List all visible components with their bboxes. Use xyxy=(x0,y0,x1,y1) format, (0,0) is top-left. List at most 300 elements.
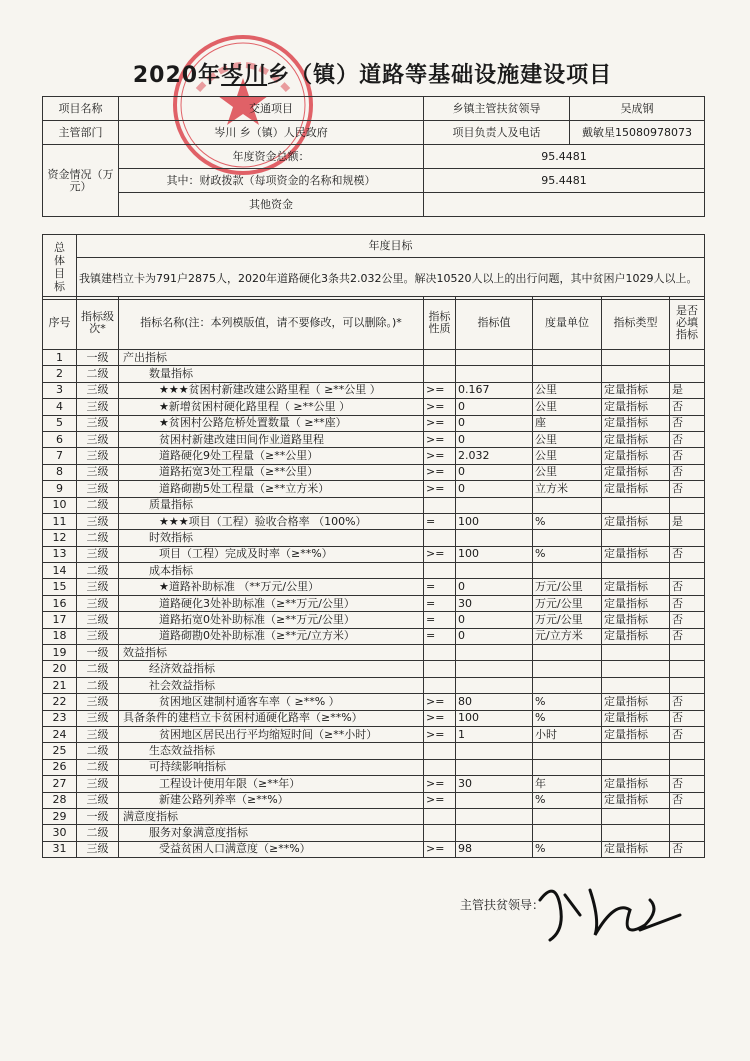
row-no: 17 xyxy=(43,612,77,628)
row-type xyxy=(602,497,670,513)
annual-goal-heading: 年度目标 xyxy=(77,235,705,258)
row-type: 定量指标 xyxy=(602,726,670,742)
dept-value: 岑川 乡（镇）人民政府 xyxy=(119,121,424,145)
row-nature: >= xyxy=(424,382,456,398)
col-header-no: 序号 xyxy=(43,297,77,350)
row-type: 定量指标 xyxy=(602,628,670,644)
row-value: 0 xyxy=(456,415,533,431)
row-value: 30 xyxy=(456,776,533,792)
row-level: 二级 xyxy=(77,661,119,677)
table-row xyxy=(43,546,705,562)
row-no: 4 xyxy=(43,399,77,415)
row-nature: >= xyxy=(424,481,456,497)
row-no: 14 xyxy=(43,563,77,579)
row-name: 道路硬化3处补助标准（≥**万元/公里） xyxy=(119,595,424,611)
row-no: 18 xyxy=(43,628,77,644)
row-required xyxy=(670,350,705,366)
row-unit xyxy=(533,825,602,841)
row-required xyxy=(670,645,705,661)
row-name: 具备条件的建档立卡贫困村通硬化路率（≥**%） xyxy=(119,710,424,726)
row-nature: = xyxy=(424,595,456,611)
overall-goal-table xyxy=(42,234,705,300)
row-unit: 座 xyxy=(533,415,602,431)
row-name: ★道路补助标准 （**万元/公里） xyxy=(119,579,424,595)
table-row xyxy=(43,825,705,841)
row-no: 19 xyxy=(43,645,77,661)
row-unit: 公里 xyxy=(533,399,602,415)
row-no: 29 xyxy=(43,808,77,824)
row-no: 7 xyxy=(43,448,77,464)
owner-value: 戴敏星15080978073 xyxy=(570,121,705,145)
row-value: 100 xyxy=(456,513,533,529)
row-type: 定量指标 xyxy=(602,431,670,447)
row-value: 0 xyxy=(456,399,533,415)
col-header-level: 指标级次* xyxy=(77,297,119,350)
row-nature: = xyxy=(424,612,456,628)
row-name: 道路拓宽0处补助标准（≥**万元/公里） xyxy=(119,612,424,628)
row-name: 贫困地区居民出行平均缩短时间（≥**小时） xyxy=(119,726,424,742)
row-required: 否 xyxy=(670,448,705,464)
row-no: 25 xyxy=(43,743,77,759)
indicator-table xyxy=(42,296,705,858)
row-level: 三级 xyxy=(77,694,119,710)
row-required xyxy=(670,808,705,824)
row-no: 11 xyxy=(43,513,77,529)
row-level: 三级 xyxy=(77,710,119,726)
table-row xyxy=(43,628,705,644)
row-nature xyxy=(424,530,456,546)
table-row xyxy=(43,612,705,628)
row-value: 0 xyxy=(456,612,533,628)
table-row xyxy=(43,579,705,595)
row-unit xyxy=(533,743,602,759)
row-no: 1 xyxy=(43,350,77,366)
row-required: 否 xyxy=(670,579,705,595)
row-no: 3 xyxy=(43,382,77,398)
row-no: 2 xyxy=(43,366,77,382)
row-level: 三级 xyxy=(77,448,119,464)
row-required xyxy=(670,366,705,382)
row-required: 否 xyxy=(670,612,705,628)
table-row xyxy=(43,726,705,742)
other-funds-value xyxy=(424,193,705,217)
row-unit: 公里 xyxy=(533,448,602,464)
other-funds-label: 其他资金 xyxy=(119,193,424,217)
table-row xyxy=(43,382,705,398)
row-name: 道路拓宽3处工程量（≥**公里） xyxy=(119,464,424,480)
funds-label: 资金情况（万元） xyxy=(43,145,119,217)
row-type: 定量指标 xyxy=(602,513,670,529)
row-unit: 公里 xyxy=(533,431,602,447)
leader-label: 乡镇主管扶贫领导 xyxy=(424,97,570,121)
row-level: 二级 xyxy=(77,825,119,841)
row-type xyxy=(602,366,670,382)
row-nature: = xyxy=(424,579,456,595)
table-row xyxy=(43,661,705,677)
table-row xyxy=(43,415,705,431)
row-unit: 万元/公里 xyxy=(533,612,602,628)
row-level: 三级 xyxy=(77,415,119,431)
row-type: 定量指标 xyxy=(602,399,670,415)
row-type xyxy=(602,759,670,775)
row-type: 定量指标 xyxy=(602,841,670,857)
row-value: 100 xyxy=(456,710,533,726)
project-name-label: 项目名称 xyxy=(43,97,119,121)
annual-funds-value: 95.4481 xyxy=(424,145,705,169)
row-no: 30 xyxy=(43,825,77,841)
table-row xyxy=(43,776,705,792)
table-row xyxy=(43,563,705,579)
row-value xyxy=(456,808,533,824)
row-name: 时效指标 xyxy=(119,530,424,546)
row-name: ★★★项目（工程）验收合格率 （100%） xyxy=(119,513,424,529)
table-row xyxy=(43,645,705,661)
row-level: 二级 xyxy=(77,530,119,546)
row-required: 否 xyxy=(670,481,705,497)
row-type: 定量指标 xyxy=(602,776,670,792)
fiscal-funds-label: 其中：财政拨款（每项资金的名称和规模） xyxy=(119,169,424,193)
row-unit: % xyxy=(533,546,602,562)
row-name: 道路硬化9处工程量（≥**公里） xyxy=(119,448,424,464)
row-unit xyxy=(533,563,602,579)
row-name: ★★★贫困村新建改建公路里程（ ≥**公里 ） xyxy=(119,382,424,398)
row-level: 三级 xyxy=(77,399,119,415)
row-level: 三级 xyxy=(77,546,119,562)
table-row xyxy=(43,808,705,824)
row-required: 否 xyxy=(670,415,705,431)
row-name: 经济效益指标 xyxy=(119,661,424,677)
row-no: 20 xyxy=(43,661,77,677)
row-nature: >= xyxy=(424,841,456,857)
row-name: 产出指标 xyxy=(119,350,424,366)
table-row xyxy=(43,481,705,497)
row-unit: % xyxy=(533,841,602,857)
row-unit xyxy=(533,661,602,677)
table-row xyxy=(43,448,705,464)
row-level: 二级 xyxy=(77,563,119,579)
row-unit xyxy=(533,759,602,775)
row-type: 定量指标 xyxy=(602,415,670,431)
row-type xyxy=(602,350,670,366)
row-required: 否 xyxy=(670,399,705,415)
row-type xyxy=(602,808,670,824)
row-level: 三级 xyxy=(77,431,119,447)
handwritten-signature xyxy=(520,870,690,950)
row-no: 10 xyxy=(43,497,77,513)
row-name: 满意度指标 xyxy=(119,808,424,824)
row-name: 贫困地区建制村通客车率（ ≥**% ） xyxy=(119,694,424,710)
row-required xyxy=(670,497,705,513)
row-no: 21 xyxy=(43,677,77,693)
row-no: 9 xyxy=(43,481,77,497)
row-value: 0 xyxy=(456,481,533,497)
row-name: 成本指标 xyxy=(119,563,424,579)
row-unit: % xyxy=(533,710,602,726)
row-name: ★贫困村公路危桥处置数量（ ≥**座） xyxy=(119,415,424,431)
row-type xyxy=(602,677,670,693)
row-level: 二级 xyxy=(77,743,119,759)
table-row xyxy=(43,431,705,447)
row-type xyxy=(602,661,670,677)
row-unit xyxy=(533,677,602,693)
row-name: 工程设计使用年限（≥**年） xyxy=(119,776,424,792)
row-type xyxy=(602,743,670,759)
row-value: 2.032 xyxy=(456,448,533,464)
dept-label: 主管部门 xyxy=(43,121,119,145)
row-required: 否 xyxy=(670,431,705,447)
row-required xyxy=(670,563,705,579)
row-name: 数量指标 xyxy=(119,366,424,382)
leader-value: 吴成钢 xyxy=(570,97,705,121)
row-nature: >= xyxy=(424,694,456,710)
row-unit: 立方米 xyxy=(533,481,602,497)
row-no: 26 xyxy=(43,759,77,775)
table-row xyxy=(43,513,705,529)
table-row xyxy=(43,464,705,480)
row-unit: 万元/公里 xyxy=(533,595,602,611)
row-level: 三级 xyxy=(77,464,119,480)
row-level: 三级 xyxy=(77,841,119,857)
table-row xyxy=(43,710,705,726)
row-required xyxy=(670,825,705,841)
table-row xyxy=(43,841,705,857)
row-required: 是 xyxy=(670,382,705,398)
row-unit xyxy=(533,497,602,513)
row-type: 定量指标 xyxy=(602,382,670,398)
row-nature xyxy=(424,825,456,841)
annual-funds-label: 年度资金总额： xyxy=(119,145,424,169)
row-type: 定量指标 xyxy=(602,612,670,628)
row-value: 0 xyxy=(456,579,533,595)
row-value xyxy=(456,743,533,759)
row-no: 28 xyxy=(43,792,77,808)
row-nature xyxy=(424,350,456,366)
col-header-unit: 度量单位 xyxy=(533,297,602,350)
row-value: 80 xyxy=(456,694,533,710)
row-nature xyxy=(424,366,456,382)
row-nature: >= xyxy=(424,776,456,792)
row-no: 27 xyxy=(43,776,77,792)
table-row xyxy=(43,677,705,693)
col-header-name: 指标名称(注：本列模版值，请不要修改，可以删除。)* xyxy=(119,297,424,350)
row-level: 三级 xyxy=(77,579,119,595)
row-nature: >= xyxy=(424,710,456,726)
row-level: 三级 xyxy=(77,628,119,644)
row-nature xyxy=(424,808,456,824)
row-unit: 公里 xyxy=(533,464,602,480)
row-unit: % xyxy=(533,792,602,808)
row-type: 定量指标 xyxy=(602,448,670,464)
row-value xyxy=(456,825,533,841)
row-required: 否 xyxy=(670,792,705,808)
row-no: 6 xyxy=(43,431,77,447)
row-required xyxy=(670,530,705,546)
row-nature xyxy=(424,645,456,661)
row-type xyxy=(602,825,670,841)
row-value xyxy=(456,350,533,366)
row-required: 否 xyxy=(670,710,705,726)
row-no: 31 xyxy=(43,841,77,857)
row-no: 5 xyxy=(43,415,77,431)
col-header-value: 指标值 xyxy=(456,297,533,350)
row-unit: % xyxy=(533,513,602,529)
row-level: 二级 xyxy=(77,759,119,775)
row-name: 生态效益指标 xyxy=(119,743,424,759)
sign-label: 主管扶贫领导： xyxy=(460,898,545,912)
row-name: 受益贫困人口满意度（≥**%） xyxy=(119,841,424,857)
row-level: 二级 xyxy=(77,677,119,693)
row-name: 道路砌勘5处工程量（≥**立方米） xyxy=(119,481,424,497)
row-unit xyxy=(533,350,602,366)
row-nature: >= xyxy=(424,448,456,464)
row-nature xyxy=(424,563,456,579)
row-unit: 年 xyxy=(533,776,602,792)
row-no: 15 xyxy=(43,579,77,595)
row-level: 三级 xyxy=(77,481,119,497)
row-level: 一级 xyxy=(77,645,119,661)
table-row xyxy=(43,530,705,546)
row-nature xyxy=(424,759,456,775)
row-no: 8 xyxy=(43,464,77,480)
row-type xyxy=(602,645,670,661)
row-level: 三级 xyxy=(77,382,119,398)
row-value xyxy=(456,530,533,546)
row-name: 质量指标 xyxy=(119,497,424,513)
table-row xyxy=(43,792,705,808)
row-nature: >= xyxy=(424,726,456,742)
row-type: 定量指标 xyxy=(602,481,670,497)
fiscal-funds-value: 95.4481 xyxy=(424,169,705,193)
row-value xyxy=(456,366,533,382)
row-no: 16 xyxy=(43,595,77,611)
row-required: 否 xyxy=(670,546,705,562)
row-value xyxy=(456,497,533,513)
row-level: 三级 xyxy=(77,513,119,529)
row-type xyxy=(602,530,670,546)
row-required: 是 xyxy=(670,513,705,529)
row-name: 项目（工程）完成及时率（≥**%） xyxy=(119,546,424,562)
row-nature: >= xyxy=(424,431,456,447)
row-value: 0.167 xyxy=(456,382,533,398)
table-row xyxy=(43,350,705,366)
row-unit: 公里 xyxy=(533,382,602,398)
col-header-type: 指标类型 xyxy=(602,297,670,350)
row-name: 可持续影响指标 xyxy=(119,759,424,775)
table-row xyxy=(43,759,705,775)
row-value: 100 xyxy=(456,546,533,562)
row-level: 三级 xyxy=(77,612,119,628)
row-type: 定量指标 xyxy=(602,792,670,808)
row-level: 一级 xyxy=(77,350,119,366)
row-nature: >= xyxy=(424,464,456,480)
row-no: 22 xyxy=(43,694,77,710)
row-unit: 元/立方米 xyxy=(533,628,602,644)
row-nature xyxy=(424,661,456,677)
row-required xyxy=(670,759,705,775)
row-unit: 万元/公里 xyxy=(533,579,602,595)
row-unit: 小时 xyxy=(533,726,602,742)
row-value xyxy=(456,645,533,661)
row-nature: >= xyxy=(424,792,456,808)
row-level: 三级 xyxy=(77,792,119,808)
row-required xyxy=(670,661,705,677)
row-unit: % xyxy=(533,694,602,710)
row-value: 0 xyxy=(456,628,533,644)
row-name: 服务对象满意度指标 xyxy=(119,825,424,841)
row-name: 效益指标 xyxy=(119,645,424,661)
row-level: 三级 xyxy=(77,595,119,611)
row-type: 定量指标 xyxy=(602,595,670,611)
row-level: 三级 xyxy=(77,726,119,742)
owner-label: 项目负责人及电话 xyxy=(424,121,570,145)
row-value xyxy=(456,563,533,579)
row-value: 30 xyxy=(456,595,533,611)
col-header-required: 是否必填指标 xyxy=(670,297,705,350)
row-unit xyxy=(533,645,602,661)
row-type: 定量指标 xyxy=(602,710,670,726)
project-name-value: 交通项目 xyxy=(119,97,424,121)
row-no: 24 xyxy=(43,726,77,742)
row-no: 23 xyxy=(43,710,77,726)
row-unit xyxy=(533,808,602,824)
row-value: 1 xyxy=(456,726,533,742)
row-name: 新建公路列养率（≥**%） xyxy=(119,792,424,808)
annual-goal-text: 我镇建档立卡为791户2875人，2020年道路硬化3条共2.032公里。解决10520人以上的出行问题，其中贫困户1029人以上。 xyxy=(77,257,705,299)
row-value: 0 xyxy=(456,464,533,480)
row-value xyxy=(456,759,533,775)
row-nature: = xyxy=(424,628,456,644)
row-no: 13 xyxy=(43,546,77,562)
row-nature xyxy=(424,743,456,759)
row-level: 二级 xyxy=(77,497,119,513)
row-required: 否 xyxy=(670,464,705,480)
row-type: 定量指标 xyxy=(602,546,670,562)
row-name: 社会效益指标 xyxy=(119,677,424,693)
row-type: 定量指标 xyxy=(602,464,670,480)
col-header-nature: 指标性质 xyxy=(424,297,456,350)
row-required: 否 xyxy=(670,628,705,644)
row-no: 12 xyxy=(43,530,77,546)
row-level: 二级 xyxy=(77,366,119,382)
row-value xyxy=(456,661,533,677)
row-required: 否 xyxy=(670,726,705,742)
row-value xyxy=(456,677,533,693)
row-name: ★新增贫困村硬化路里程（ ≥**公里 ） xyxy=(119,399,424,415)
table-row xyxy=(43,743,705,759)
table-row xyxy=(43,595,705,611)
row-nature: = xyxy=(424,513,456,529)
row-required: 否 xyxy=(670,595,705,611)
row-unit xyxy=(533,366,602,382)
row-value: 0 xyxy=(456,431,533,447)
row-nature: >= xyxy=(424,399,456,415)
row-nature xyxy=(424,497,456,513)
row-type: 定量指标 xyxy=(602,579,670,595)
row-nature xyxy=(424,677,456,693)
table-row xyxy=(43,497,705,513)
row-value: 98 xyxy=(456,841,533,857)
row-required: 否 xyxy=(670,841,705,857)
row-required xyxy=(670,677,705,693)
table-row xyxy=(43,694,705,710)
row-nature: >= xyxy=(424,546,456,562)
row-name: 贫困村新建改建田间作业道路里程 xyxy=(119,431,424,447)
row-required xyxy=(670,743,705,759)
table-row xyxy=(43,399,705,415)
row-value xyxy=(456,792,533,808)
page-title: 2020年岑川乡（镇）道路等基础设施建设项目 xyxy=(132,63,613,88)
row-type xyxy=(602,563,670,579)
